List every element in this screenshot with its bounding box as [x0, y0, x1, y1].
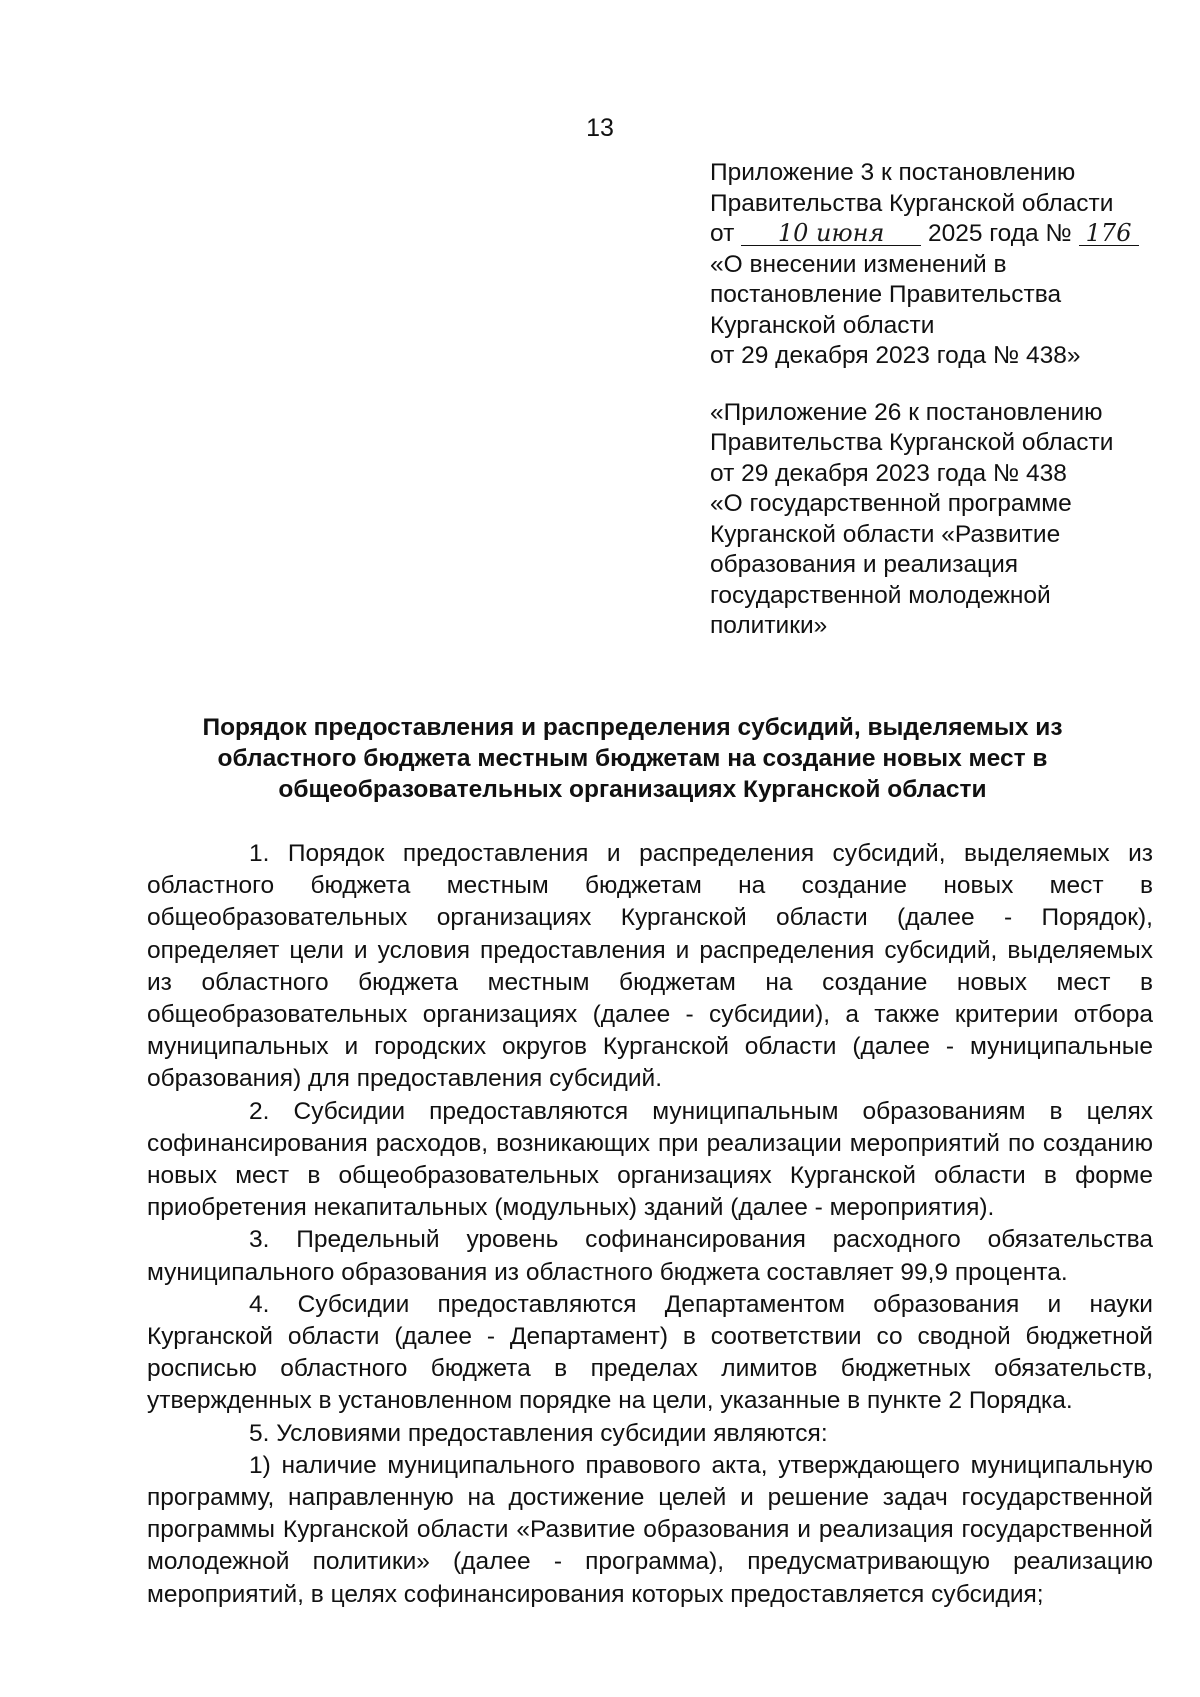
appendix2-line: «Приложение 26 к постановлению [710, 398, 1103, 426]
appendix-line: Приложение 3 к постановлению [710, 159, 1076, 186]
paragraph-2: 2. Субсидии предоставляются муниципальным образованиям в целях софинансирования расходов, возникающих при реализации мероприятий по созданию новых мест в общеобразовательных организациях Курганской области в форме приобретения некапитальных (модульных) зданий (далее - мероприятия). [147, 1097, 1153, 1222]
appendix-line: Курганской области [710, 311, 935, 339]
appendix-line-middle: 2025 года № [927, 220, 1072, 247]
appendix-line: Правительства Курганской области [710, 189, 1114, 217]
paragraph-5-1: 1) наличие муниципального правового акта, утверждающего муниципальную программу, направленную на достижение целей и решение задач государственной программы Курганской области «Развитие образования и реализация государственной молодежной политики» (далее - программа), предусматривающую реализацию мероприятий, в целях софинансирования которых предоставляется субсидия; [147, 1451, 1153, 1608]
appendix-line: от 29 декабря 2023 года № 438» [710, 342, 1081, 369]
appendix-line-prefix: от [710, 220, 735, 247]
paragraph-5: 5. Условиями предоставления субсидии являются: [249, 1419, 828, 1447]
document-title [150, 712, 1115, 805]
paragraph-3: 3. Предельный уровень софинансирования расходного обязательства муниципального образования из областного бюджета составляет 99,9 процента. [147, 1226, 1153, 1286]
appendix2-line: Курганской области «Развитие [710, 520, 1061, 548]
appendix2-line: государственной молодежной [710, 581, 1051, 609]
appendix2-line: от 29 декабря 2023 года № 438 [710, 459, 1067, 487]
page-number: 13 [586, 114, 614, 142]
title-line: Порядок предоставления и распределения субсидий, выделяемых из [202, 714, 1063, 741]
appendix-header [710, 158, 1190, 642]
appendix2-line: образования и реализация [710, 551, 1019, 578]
handwritten-number: 176 [1079, 221, 1139, 246]
document-body [147, 838, 1153, 1611]
paragraph-4: 4. Субсидии предоставляются Департаментом образования и науки Курганской области (далее - Департамент) в соответствии со сводной бюджетной росписью областного бюджета в пределах лимитов бюджетных обязательств, утвержденных в установленном порядке на цели, указанные в пункте 2 Порядка. [147, 1290, 1153, 1415]
title-line: областного бюджета местным бюджетам на создание новых мест в [217, 745, 1048, 772]
paragraph-1: 1. Порядок предоставления и распределения субсидий, выделяемых из областного бюджета местным бюджетам на создание новых мест в общеобразовательных организациях Курганской области (далее - Порядок), определяет цели и условия предоставления и распределения субсидий, выделяемых из областного бюджета местным бюджетам на создание новых мест в общеобразовательных организациях (далее - субсидии), а также критерии отбора муниципальных и городских округов Курганской области (далее - муниципальные образования) для предоставления субсидий. [147, 840, 1153, 1093]
appendix2-line: «О государственной программе [710, 490, 1072, 517]
appendix-line: постановление Правительства [710, 281, 1062, 308]
appendix2-line: политики» [710, 612, 828, 639]
spacer [710, 372, 1190, 398]
appendix2-line: Правительства Курганской области [710, 429, 1114, 456]
handwritten-date: 10 июня [741, 221, 921, 246]
appendix-line: «О внесении изменений в [710, 250, 1007, 278]
title-line: общеобразовательных организациях Курганской области [278, 776, 987, 803]
appendix-date-line [710, 219, 1190, 250]
